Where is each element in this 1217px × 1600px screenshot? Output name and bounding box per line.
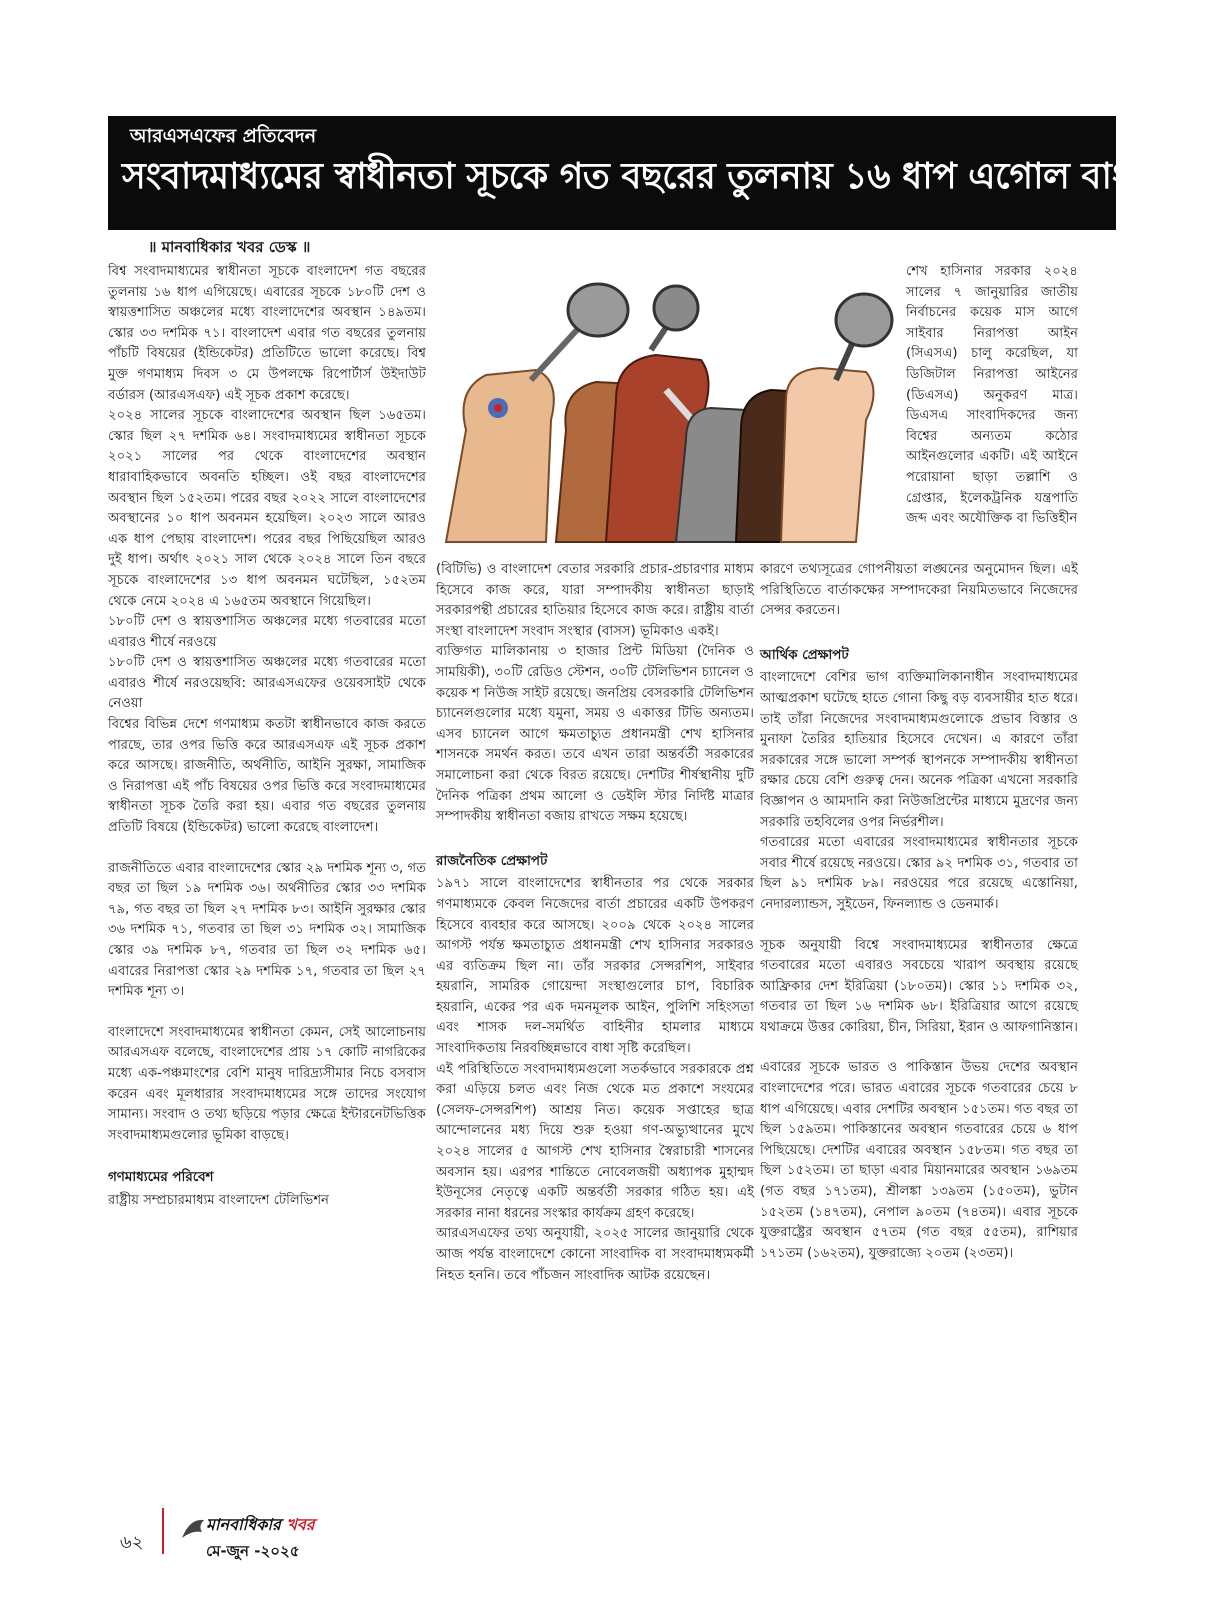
raised-fists-illustration: [436, 280, 896, 542]
article-column-3: [760, 560, 1078, 1500]
paragraph: আরএসএফের তথ্য অনুযায়ী, ২০২৫ সালের জানুয়ারি থেকে আজ পর্যন্ত বাংলাদেশে কোনো সাংবাদিক বা সংবাদমাধ্যমকর্মী নিহত হননি। তবে পাঁচজন সাংবাদিক আটক রয়েছেন।: [436, 1226, 754, 1283]
paragraph: শেখ হাসিনার সরকার ২০২৪ সালের ৭ জানুয়ারির জাতীয় নির্বাচনের কয়েক মাস আগে সাইবার নিরাপত্তা আইন (সিএসএ) চালু করেছিল, যা ডিজিটাল নিরাপত্তা আইনের (ডিএসএ) অনুকরণ মাত্র। ডিএসএ সাংবাদিকদের জন্য বিশ্বের অন্যতম কঠোর আইনগুলোর একটি। এই আইনে পরোয়ানা ছাড়া তল্লাশি ও গ্রেপ্তার, ইলেকট্রনিক যন্ত্রপাতি জব্দ এবং অযৌক্তিক বা ভিত্তিহীন: [906, 264, 1078, 527]
paragraph: বাংলাদেশে সংবাদমাধ্যমের স্বাধীনতা কেমন, সেই আলোচনায় আরএসএফ বলেছে, বাংলাদেশের প্রায় ১৭ কোটি নাগরিকের মধ্যে এক-পঞ্চমাংশের বেশি মানুষ দারিদ্র্যসীমার নিচে বসবাস করেন এবং মূলধারার সংবাদমাধ্যমের সঙ্গে তাদের সংযোগ সামান্য। সংবাদ ও তথ্য ছড়িয়ে পড়ার ক্ষেত্রে ইন্টারনেটভিত্তিক সংবাদমাধ্যমগুলোর ভূমিকা বাড়ছে।: [108, 1024, 426, 1143]
paragraph: গতবারের মতো এবারের সংবাদমাধ্যমের স্বাধীনতার সূচকে সবার শীর্ষে রয়েছে নরওয়ে। স্কোর ৯২ দশমিক ৩১, গতবার তা ছিল ৯১ দশমিক ৮৯। নরওয়ের পরে রয়েছে এস্তোনিয়া, নেদারল্যান্ডস, সুইডেন, ফিনল্যান্ড ও ডেনমার্ক।: [760, 835, 1078, 912]
raised-fists-with-microphones-icon: [436, 280, 896, 542]
paragraph: ১৯৭১ সালে বাংলাদেশের স্বাধীনতার পর থেকে সরকার গণমাধ্যমকে কেবল নিজেদের বার্তা প্রচারের একটি উপকরণ হিসেবে ব্যবহার করে আসছে। ২০০৯ থেকে ২০২৪ সালের আগস্ট পর্যন্ত ক্ষমতাচ্যুত প্রধানমন্ত্রী শেখ হাসিনার সরকারও এর ব্যতিক্রম ছিল না। তাঁর সরকার সেন্সরশিপ, সাইবার হয়রানি, সামরিক গোয়েন্দা সংস্থাগুলোর চাপ, বিচারিক হয়রানি, একের পর এক দমনমূলক আইন, পুলিশি সহিংসতা এবং শাসক দল-সমর্থিত বাহিনীর হামলার মাধ্যমে সাংবাদিকতায় নিরবচ্ছিন্নভাবে বাধা সৃষ্টি করেছিল।: [436, 876, 754, 1057]
paragraph: সূচক অনুযায়ী বিশ্বে সংবাদমাধ্যমের স্বাধীনতার ক্ষেত্রে গতবারের মতো এবারও সবচেয়ে খারাপ অবস্থায় রয়েছে আফ্রিকার দেশ ইরিত্রিয়া (১৮০তম)। স্কোর ১১ দশমিক ৩২, গতবার তা ছিল ১৬ দশমিক ৬৮। ইরিত্রিয়ার আগে রয়েছে যথাক্রমে উত্তর কোরিয়া, চীন, সিরিয়া, ইরান ও আফগানিস্তান।: [760, 937, 1078, 1035]
footer-divider: [162, 1508, 164, 1554]
article-column-3-top: [906, 262, 1078, 560]
article-column-2: [436, 560, 754, 1500]
section-heading: রাজনৈতিক প্রেক্ষাপট: [436, 853, 548, 869]
paragraph: রাষ্ট্রীয় সম্প্রচারমাধ্যম বাংলাদেশ টেলিভিশন: [108, 1192, 330, 1208]
article-column-1: [108, 262, 426, 1500]
paragraph: রাজনীতিতে এবার বাংলাদেশের স্কোর ২৯ দশমিক শূন্য ৩, গত বছর তা ছিল ১৯ দশমিক ৩৬। অর্থনীতির স্কোর ৩৩ দশমিক ৭৯, গত বছর তা ছিল ২৭ দশমিক ৮৩। আইনি সুরক্ষার স্কোর ৩৬ দশমিক ৭১, গতবার তা ছিল ৩১ দশমিক ৩২। সামাজিক স্কোর ৩৯ দশমিক ৮৭, গতবার তা ছিল ৩২ দশমিক ৬৫। এবারের নিরাপত্তা স্কোর ২৯ দশমিক ১৭, গতবার তা ছিল ২৭ দশমিক শূন্য ৩।: [108, 860, 426, 1000]
brand-name: মানবাধিকার: [206, 1515, 281, 1534]
paragraph: কারণে তথ্যসূত্রের গোপনীয়তা লঙ্ঘনের অনুমোদন ছিল। এই পরিস্থিতিতে বার্তাকক্ষের সম্পাদকেরা নিয়মিতভাবে নিজেদের সেন্সর করতেন।: [760, 562, 1078, 619]
paragraph: ২০২৪ সালের সূচকে বাংলাদেশের অবস্থান ছিল ১৬৫তম। স্কোর ছিল ২৭ দশমিক ৬৪। সংবাদমাধ্যমের স্বাধীনতা সূচকে ২০২১ সালের পর থেকে বাংলাদেশের অবস্থান ধারাবাহিকভাবে অবনতি হচ্ছিল। ওই বছর বাংলাদেশের অবস্থান ছিল ১৫২তম। পরের বছর ২০২২ সালে বাংলাদেশের অবস্থানের ১০ ধাপ অবনমন হয়েছিল। ২০২৩ সালে আরও এক ধাপ পেছায় বাংলাদেশ। পরের বছর পিছিয়েছিল আরও দুই ধাপ। অর্থাৎ ২০২১ সাল থেকে ২০২৪ সালে তিন বছরে সূচকে বাংলাদেশের ১৩ ধাপ অবনমন ঘটেছিল, ১৫২তম থেকে নেমে ২০২৪ এ ১৬৫তম অবস্থানে গিয়েছিল।: [108, 408, 426, 609]
issue-date: মে-জুন -২০২৫: [206, 1542, 300, 1560]
paragraph: বিশ্ব সংবাদমাধ্যমের স্বাধীনতা সূচকে বাংলাদেশ গত বছরের তুলনায় ১৬ ধাপ এগিয়েছে। এবারের সূচকে ১৮০টি দেশ ও স্বায়ত্তশাসিত অঞ্চলের মধ্যে বাংলাদেশের অবস্থান ১৪৯তম। স্কোর ৩৩ দশমিক ৭১। বাংলাদেশ এবার গত বছরের তুলনায় পাঁচটি বিষয়ের (ইন্ডিকেটর) প্রতিটিতে ভালো করেছে। বিশ্ব মুক্ত গণমাধ্যম দিবস ৩ মে উপলক্ষে রিপোর্টার্স উইদাউট বর্ডারস (আরএসএফ) এই সূচক প্রকাশ করেছে।: [108, 264, 426, 403]
page-number: ৬২: [120, 1532, 144, 1553]
paragraph: (বিটিভি) ও বাংলাদেশ বেতার সরকারি প্রচার-প্রচারণার মাধ্যম হিসেবে কাজ করে, যারা সম্পাদকীয় স্বাধীনতা ছাড়াই সরকারপন্থী প্রচারের হাতিয়ার হিসেবে কাজ করে। রাষ্ট্রীয় বার্তা সংস্থা বাংলাদেশ সংবাদ সংস্থার (বাসস) ভূমিকাও একই।: [436, 562, 754, 639]
paragraph: ব্যক্তিগত মালিকানায় ৩ হাজার প্রিন্ট মিডিয়া (দৈনিক ও সাময়িকী), ৩০টি রেডিও স্টেশন, ৩০টি টেলিভিশন চ্যানেল ও কয়েক শ নিউজ সাইট রয়েছে। জনপ্রিয় বেসরকারি টেলিভিশন চ্যানেলগুলোর মধ্যে যমুনা, সময় ও একাত্তর টিভি অন্যতম। এসব চ্যানেল আগে ক্ষমতাচ্যুত প্রধানমন্ত্রী শেখ হাসিনার শাসনকে সমর্থন করত। তবে এখন তারা অন্তর্বর্তী সরকারের সমালোচনা করা থেকে বিরত রয়েছে। দেশটির শীর্ষস্থানীয় দুটি দৈনিক পত্রিকা প্রথম আলো ও ডেইলি স্টার নির্দিষ্ট মাত্রার সম্পাদকীয় স্বাধীনতা বজায় রাখতে সক্ষম হয়েছে।: [436, 644, 754, 825]
paragraph: এই পরিস্থিতিতে সংবাদমাধ্যমগুলো সতর্কভাবে সরকারকে প্রশ্ন করা এড়িয়ে চলত এবং নিজ থেকে মত প্রকাশে সংযমের (সেলফ-সেন্সরশিপ) আশ্রয় নিত। কয়েক সপ্তাহের ছাত্র আন্দোলনের মধ্য দিয়ে শুরু হওয়া গণ-অভ্যুত্থানের মুখে ২০২৪ সালের ৫ আগস্ট শেখ হাসিনার স্বৈরাচারী শাসনের অবসান হয়। এরপর শান্তিতে নোবেলজয়ী অধ্যাপক মুহাম্মদ ইউনূসের নেতৃত্বে একটি অন্তর্বর্তী সরকার গঠিত হয়। এই সরকার নানা ধরনের সংস্কার কার্যক্রম গ্রহণ করেছে।: [436, 1061, 754, 1221]
paragraph: বিশ্বের বিভিন্ন দেশে গণমাধ্যম কতটা স্বাধীনভাবে কাজ করতে পারছে, তার ওপর ভিত্তি করে আরএসএফ এই সূচক প্রকাশ করে আসছে। রাজনীতি, অর্থনীতি, আইনি সুরক্ষা, সামাজিক ও নিরাপত্তা এই পাঁচ বিষয়ের ওপর ভিত্তি করে সংবাদমাধ্যমের স্বাধীনতা সূচক তৈরি করা হয়। এবার গত বছরের তুলনায় প্রতিটি বিষয়ে (ইন্ডিকেটর) ভালো করেছে বাংলাদেশ।: [108, 717, 426, 836]
magazine-brand: [206, 1512, 315, 1539]
byline: ॥ মানবাধিকার খবর ডেস্ক ॥: [148, 238, 311, 256]
paragraph: বাংলাদেশে বেশির ভাগ ব্যক্তিমালিকানাধীন সংবাদমাধ্যমের আত্মপ্রকাশ ঘটেছে হাতে গোনা কিছু বড় ব্যবসায়ীর হাত ধরে। তাই তাঁরা নিজেদের সংবাদমাধ্যমগুলোকে প্রভাব বিস্তার ও মুনাফা তৈরির হাতিয়ার হিসেবে দেখেন। এ কারণে তাঁরা সরকারের সঙ্গে ভালো সম্পর্ক স্থাপনকে সম্পাদকীয় স্বাধীনতা রক্ষার চেয়ে বেশি গুরুত্ব দেন। অনেক পত্রিকা এখনো সরকারি বিজ্ঞাপন ও আমদানি করা নিউজপ্রিন্টের মাধ্যমে মুদ্রণের জন্য সরকারি তহবিলের ওপর নির্ভরশীল।: [760, 670, 1078, 830]
section-heading: গণমাধ্যমের পরিবেশ: [108, 1170, 214, 1186]
photo-caption: ১৮০টি দেশ ও স্বায়ত্তশাসিত অঞ্চলের মধ্যে গতবারের মতো এবারও শীর্ষে নরওয়েছবি: আরএসএফের ওয়েবসাইট থেকে নেওয়া: [108, 655, 426, 712]
section-heading: আর্থিক প্রেক্ষাপট: [760, 647, 849, 663]
paragraph: এবারের সূচকে ভারত ও পাকিস্তান উভয় দেশের অবস্থান বাংলাদেশের পরে। ভারত এবারের সূচকে গতবারের চেয়ে ৮ ধাপ এগিয়েছে। এবার দেশটির অবস্থান ১৫১তম। গত বছর তা ছিল ১৫৯তম। পাকিস্তানের অবস্থান গতবারের চেয়ে ৬ ধাপ পিছিয়েছে। দেশটির এবারের অবস্থান ১৫৮তম। গত বছর তা ছিল ১৫২তম। তা ছাড়া এবার মিয়ানমারের অবস্থান ১৬৯তম (গত বছর ১৭১তম), শ্রীলঙ্কা ১৩৯তম (১৫০তম), ভুটান ১৫২তম (১৪৭তম), নেপাল ৯০তম (৭৪তম)। এবার সূচকে যুক্তরাষ্ট্রের অবস্থান ৫৭তম (গত বছর ৫৫তম), রাশিয়ার ১৭১তম (১৬২তম), যুক্তরাজ্যে ২০তম (২৩তম)।: [760, 1060, 1078, 1261]
headline: সংবাদমাধ্যমের স্বাধীনতা সূচকে গত বছরের তুলনায় ১৬ ধাপ এগোল বাংলাদেশ: [122, 156, 1217, 197]
headline-banner: [108, 116, 1217, 230]
paragraph: ১৮০টি দেশ ও স্বায়ত্তশাসিত অঞ্চলের মধ্যে গতবারের মতো এবারও শীর্ষে নরওয়ে: [108, 614, 426, 650]
kicker: আরএসএফের প্রতিবেদন: [130, 125, 317, 147]
brand-accent: খবর: [286, 1515, 315, 1534]
